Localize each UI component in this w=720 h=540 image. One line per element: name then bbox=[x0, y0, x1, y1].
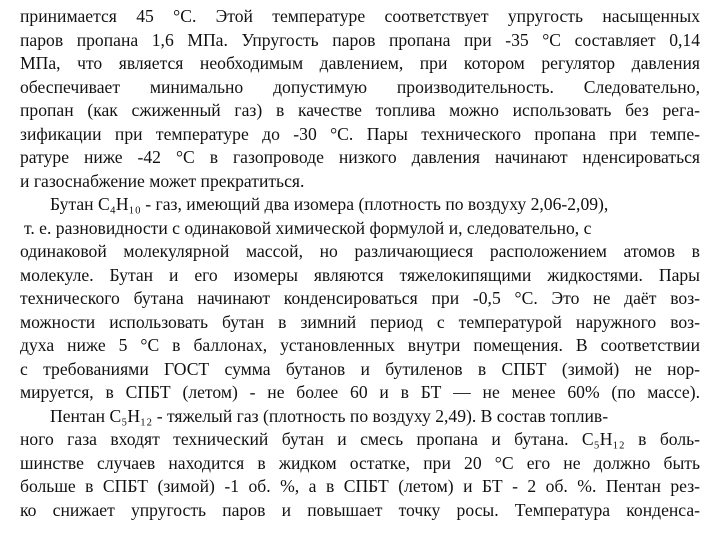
text-line: мируется, в СПБТ (летом) - не более 60 и в БТ — не менее 60% (по массе). bbox=[20, 382, 700, 402]
text-line: одинаковой молекулярной массой, но различающиеся расположением атомов в bbox=[20, 241, 700, 261]
text-line: ко снижает упругость паров и повышает точку росы. Температура конденса- bbox=[20, 499, 700, 520]
body-text bbox=[20, 5, 700, 522]
text-line: с требованиями ГОСТ сумма бутанов и бутиленов в СПБТ (зимой) не нор- bbox=[20, 358, 700, 379]
text-line: ратуре ниже -42 °С в газопроводе низкого давления начинают нденсироваться bbox=[20, 147, 700, 167]
text-line: можности использовать бутан в зимний период с температурой наружного воз- bbox=[20, 311, 700, 332]
text-line: МПа, что является необходимым давлением, при котором регулятор давления bbox=[20, 53, 700, 73]
text-line: паров пропана 1,6 МПа. Упругость паров пропана при -35 °С составляет 0,14 bbox=[20, 29, 700, 50]
text-line: технического бутана начинают конденсироваться при -0,5 °С. Это не даёт воз- bbox=[20, 288, 700, 308]
text-line: Пентан С₅Н₁₂ - тяжелый газ (плотность по воздуху 2,49). В состав топлив- bbox=[50, 405, 609, 426]
text-line: ного газа входят технический бутан и смесь пропана и бутана. С₅Н₁₂ в боль- bbox=[20, 429, 700, 449]
text-line: шинстве случаев находится в жидком остатке, при 20 °С его не должно быть bbox=[20, 452, 700, 473]
text-line: молекуле. Бутан и его изомеры являются тяжелокипящими жидкостями. Пары bbox=[20, 264, 700, 285]
text-line: зификации при температуре до -30 °С. Пары технического пропана при темпе- bbox=[20, 123, 700, 144]
text-line: принимается 45 °С. Этой температуре соответствует упругость насыщенных bbox=[20, 6, 700, 26]
text-line: больше в СПБТ (зимой) -1 об. %, а в СПБТ (летом) и БТ - 2 об. %. Пентан рез- bbox=[20, 476, 700, 496]
text-line: Бутан С₄Н₁₀ - газ, имеющий два изомера (плотность по воздуху 2,06-2,09), bbox=[50, 194, 609, 214]
text-line: пропан (как сжиженный газ) в качестве топлива можно использовать без рега- bbox=[20, 100, 700, 120]
text-line: и газоснабжение может прекратиться. bbox=[20, 170, 305, 191]
text-line: т. е. разновидности с одинаковой химической формулой и, следовательно, с bbox=[24, 217, 592, 238]
text-line: духа ниже 5 °С в баллонах, установленных внутри помещения. В соответствии bbox=[20, 335, 700, 355]
text-line: обеспечивает минимально допустимую производительность. Следовательно, bbox=[20, 76, 700, 97]
